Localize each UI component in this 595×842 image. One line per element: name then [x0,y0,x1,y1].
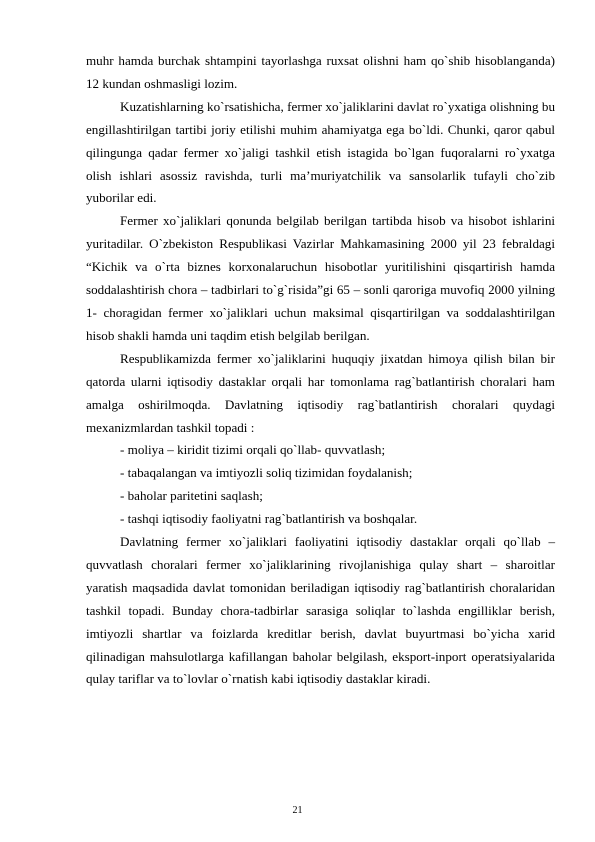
paragraph-continuation: muhr hamda burchak shtampini tayorlashga ruxsat olishni ham qo`shib hisoblanganda) 12 kundan oshmasligi lozim. [86,53,555,91]
paragraph-registration-observations: Kuzatishlarning ko`rsatishicha, fermer xo`jaliklarini davlat ro`yxatiga olishning bu engillashtirilgan tartibi joriy etilishi muhim ahamiyatga ega bo`ldi. Chunki, qaror qabul qilingunga qadar fermer xo`jaligi tashkil etish istagida bo`lgan fuqoralarni ro`yxatga olish ishlari asossiz ravishda, turli ma’muriyatchilik va sansolarlik tufayli cho`zib yuborilar edi. [86,98,555,206]
list-item: - baholar paritetini saqlash; [120,488,263,504]
document-page [86,50,555,691]
list-item: - tashqi iqtisodiy faoliyatni rag`batlantirish va boshqalar. [120,511,418,527]
paragraph-accounting-reporting: Fermer xo`jaliklari qonunda belgilab berilgan tartibda hisob va hisobot ishlarini yuritadilar. O`zbekiston Respublikasi Vazirlar Mahkamasining 2000 yil 23 febraldagi “Kichik va o`rta biznes korxonalaruchun hisobotlar yuritilishini qisqartirish hamda soddalashtirish chora – tadbirlari to`g`risida”gi 65 – sonli qaroriga muvofiq 2000 yilning 1- choragidan fermer xo`jaliklari uchun maksimal qisqartirilgan va soddalashtirilgan hisob shakli hamda uni taqdim etish belgilab berilgan. [86,213,555,343]
paragraph-economic-levers: Davlatning fermer xo`jaliklari faoliyatini iqtisodiy dastaklar orqali qo`llab – quvvatlash choralari fermer xo`jaliklarining rivojlanishiga qulay shart – sharoitlar yaratish maqsadida davlat tomonidan beriladigan iqtisodiy rag`batlantirish choralaridan tashkil topadi. Bunday chora-tadbirlar sarasiga soliqlar to`lashda engilliklar berish, imtiyozli shartlar va foizlarda kreditlar berish, davlat buyurtmasi bo`yicha xarid qilinadigan mahsulotlarga kafillangan baholar belgilash, eksport-inport operatsiyalarida qulay tariflar va to`lovlar o`rnatish kabi iqtisodiy dastaklar kiradi. [86,534,555,687]
list-item: - tabaqalangan va imtiyozli soliq tizimidan foydalanish; [120,465,413,481]
page-number: 21 [292,805,303,816]
support-mechanisms-list [86,439,555,531]
paragraph-state-support: Respublikamizda fermer xo`jaliklarini huquqiy jixatdan himoya qilish bilan bir qatorda ularni iqtisodiy dastaklar orqali har tomonlama rag`batlantirish choralari ham amalga oshirilmoqda. Davlatning iqtisodiy rag`batlantirish choralari quydagi mexanizmlardan tashkil topadi : [86,350,555,435]
list-item: - moliya – kiridit tizimi orqali qo`llab- quvvatlash; [120,442,386,458]
